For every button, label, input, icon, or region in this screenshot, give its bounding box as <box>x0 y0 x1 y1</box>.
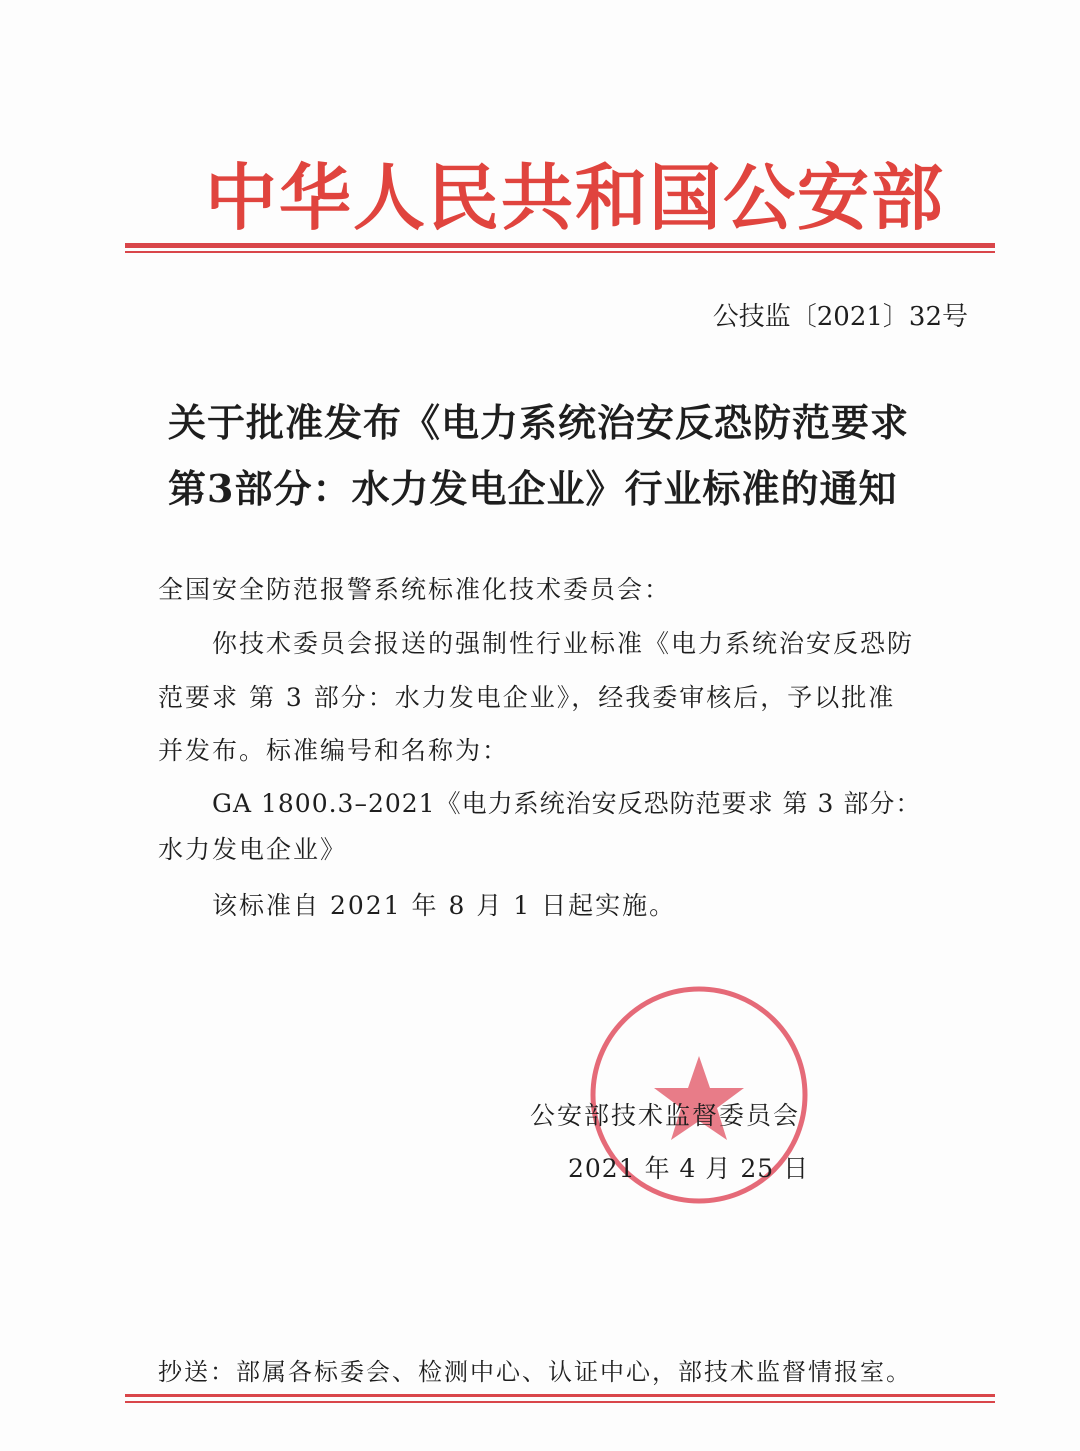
title-line-2: 第3部分：水力发电企业》行业标准的通知 <box>168 466 898 511</box>
document-number: 公技监〔2021〕32号 <box>712 302 968 332</box>
signing-organization: 公安部技术监督委员会 <box>530 1101 801 1130</box>
paragraph-line: 范要求 第 3 部分：水力发电企业》，经我委审核后，予以批准 <box>158 683 896 712</box>
title-line-1: 关于批准发布《电力系统治安反恐防范要求 <box>168 400 910 445</box>
standard-name-line: GA 1800.3–2021《电力系统治安反恐防范要求 第 3 部分： <box>212 789 922 818</box>
paragraph-line: 你技术委员会报送的强制性行业标准《电力系统治安反恐防 <box>212 629 915 658</box>
addressee: 全国安全防范报警系统标准化技术委员会： <box>158 575 672 604</box>
signing-date: 2021 年 4 月 25 日 <box>568 1154 810 1183</box>
footer-divider <box>125 1394 995 1397</box>
header-divider-thick <box>125 243 995 248</box>
issuer-header: 中华人民共和国公安部 <box>205 156 946 240</box>
carbon-copy: 抄送：部属各标委会、检测中心、认证中心，部技术监督情报室。 <box>158 1358 912 1386</box>
effective-date: 该标准自 2021 年 8 月 1 日起实施。 <box>212 891 677 920</box>
footer-divider <box>125 1401 995 1403</box>
standard-name-line: 水力发电企业》 <box>158 835 348 864</box>
paragraph-line: 并发布。标准编号和名称为： <box>158 736 510 765</box>
header-divider-thin <box>125 251 995 253</box>
